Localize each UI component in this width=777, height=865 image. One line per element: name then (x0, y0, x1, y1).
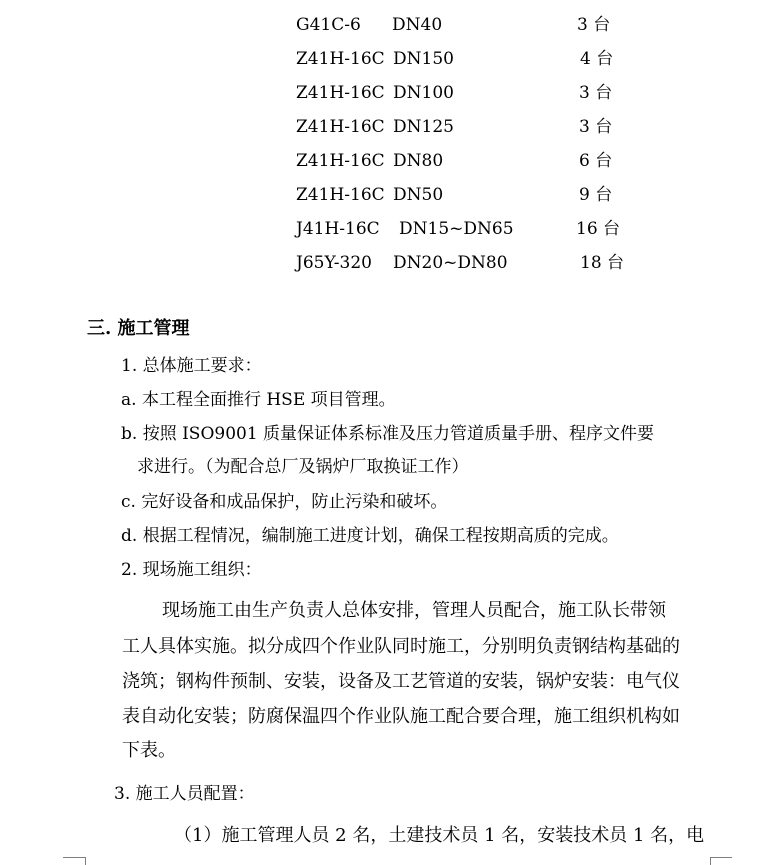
list-item: a. 本工程全面推行 HSE 项目管理。 (121, 390, 396, 410)
equipment-model: J65Y-320 (296, 253, 372, 273)
equipment-size: DN125 (393, 117, 454, 137)
equipment-model: G41C-6 (296, 15, 361, 35)
equipment-size: DN80 (393, 151, 444, 171)
equipment-size: DN20~DN80 (393, 253, 508, 273)
list-item: 2. 现场施工组织： (121, 560, 262, 580)
paragraph-line: 工人具体实施。拟分成四个作业队同时施工，分别明负责钢结构基础的 (122, 636, 680, 657)
equipment-qty: 4 台 (580, 49, 614, 69)
list-item: 1. 总体施工要求： (121, 356, 262, 376)
equipment-model: Z41H-16C (296, 151, 385, 171)
paragraph-line: 表自动化安装；防腐保温四个作业队施工配合要合理，施工组织机构如 (122, 706, 680, 727)
list-item: b. 按照 ISO9001 质量保证体系标准及压力管道质量手册、程序文件要 (121, 424, 655, 444)
paragraph-line: 下表。 (122, 740, 176, 761)
list-item: 3. 施工人员配置： (114, 784, 255, 804)
corner-mark (63, 857, 85, 858)
corner-mark (710, 857, 732, 858)
equipment-qty: 9 台 (579, 185, 613, 205)
equipment-size: DN40 (392, 15, 443, 35)
equipment-qty: 16 台 (576, 219, 621, 239)
equipment-qty: 3 台 (579, 117, 613, 137)
equipment-qty: 3 台 (579, 83, 613, 103)
equipment-model: Z41H-16C (296, 49, 385, 69)
equipment-size: DN15~DN65 (399, 219, 514, 239)
list-item-continuation: 求进行。（为配合总厂及锅炉厂取换证工作） (137, 457, 469, 477)
paragraph-line: 现场施工由生产负责人总体安排，管理人员配合，施工队长带领 (162, 600, 666, 621)
equipment-model: Z41H-16C (296, 185, 385, 205)
paragraph-line: 浇筑；钢构件预制、安装，设备及工艺管道的安装，锅炉安装：电气仪 (122, 671, 680, 692)
list-item: c. 完好设备和成品保护，防止污染和破坏。 (121, 492, 448, 512)
corner-mark (85, 857, 86, 865)
equipment-model: Z41H-16C (296, 83, 385, 103)
equipment-qty: 3 台 (577, 15, 611, 35)
equipment-size: DN150 (393, 49, 454, 69)
corner-mark (710, 857, 711, 865)
equipment-size: DN50 (393, 185, 444, 205)
equipment-model: Z41H-16C (296, 117, 385, 137)
equipment-model: J41H-16C (296, 219, 380, 239)
equipment-qty: 6 台 (579, 151, 613, 171)
equipment-qty: 18 台 (580, 253, 625, 273)
list-item: （1）施工管理人员 2 名，土建技术员 1 名，安装技术员 1 名，电 (174, 825, 705, 846)
list-item: d. 根据工程情况，编制施工进度计划，确保工程按期高质的完成。 (121, 526, 619, 546)
equipment-size: DN100 (393, 83, 454, 103)
section-heading: 三. 施工管理 (87, 318, 190, 339)
